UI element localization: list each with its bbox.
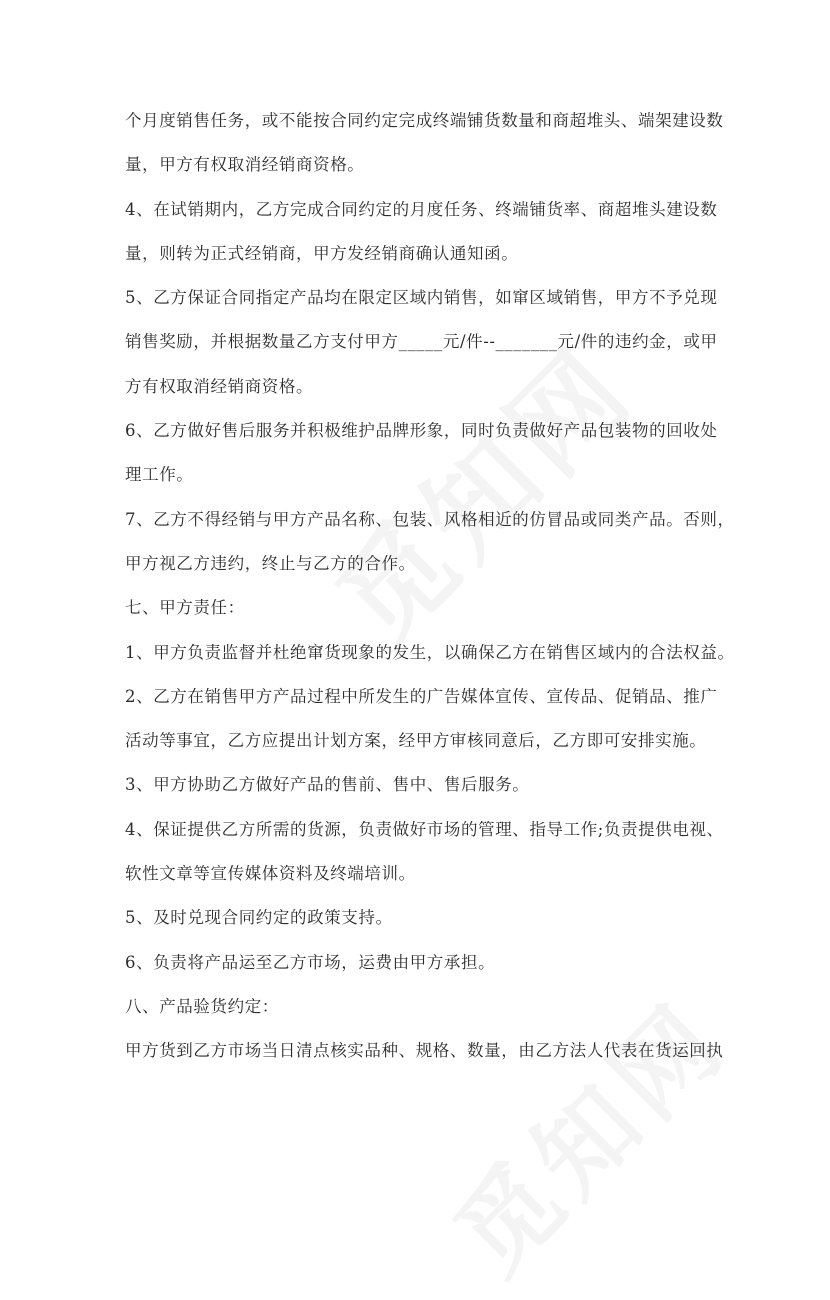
text-line: 销售奖励，并根据数量乙方支付甲方_____元/件--_______元/件的违约金，或甲 [125, 332, 718, 352]
text-line: 量，甲方有权取消经销商资格。 [125, 155, 365, 175]
text-line: 5、乙方保证合同指定产品均在限定区域内销售，如窜区域销售，甲方不予兑现 [125, 288, 718, 308]
text-line: 6、负责将产品运至乙方市场，运费由甲方承担。 [125, 952, 496, 972]
text-line: 量，则转为正式经销商，甲方发经销商确认通知函。 [125, 243, 519, 263]
text-line: 3、甲方协助乙方做好产品的售前、售中、售后服务。 [125, 775, 530, 795]
text-line: 理工作。 [125, 465, 194, 485]
text-line: 1、甲方负责监督并杜绝窜货现象的发生，以确保乙方在销售区域内的合法权益。 [125, 642, 735, 662]
text-line: 活动等事宜，乙方应提出计划方案，经甲方审核同意后，乙方即可安排实施。 [125, 731, 707, 751]
text-line: 7、乙方不得经销与甲方产品名称、包装、风格相近的仿冒品或同类产品。否则， [125, 509, 735, 529]
text-line: 软性文章等宣传媒体资料及终端培训。 [125, 864, 416, 884]
document-body [125, 104, 735, 1079]
text-line: 6、乙方做好售后服务并积极维护品牌形象，同时负责做好产品包装物的回收处 [125, 421, 718, 441]
text-line: 4、在试销期内，乙方完成合同约定的月度任务、终端铺货率、商超堆头建设数 [125, 199, 718, 219]
text-line: 5、及时兑现合同约定的政策支持。 [125, 908, 393, 928]
text-line: 个月度销售任务，或不能按合同约定完成终端铺货数量和商超堆头、端架建设数 [125, 111, 724, 130]
text-line: 2、乙方在销售甲方产品过程中所发生的广告媒体宣传、宣传品、促销品、推广 [125, 686, 718, 706]
text-line: 4、保证提供乙方所需的货源，负责做好市场的管理、指导工作;负责提供电视、 [125, 819, 724, 839]
text-line: 甲方视乙方违约，终止与乙方的合作。 [125, 553, 416, 573]
text-line: 方有权取消经销商资格。 [125, 376, 314, 396]
section-heading: 八、产品验货约定： [125, 996, 279, 1016]
section-heading: 七、甲方责任： [125, 598, 245, 618]
text-line: 甲方货到乙方市场当日清点核实品种、规格、数量，由乙方法人代表在货运回执 [125, 1041, 724, 1061]
